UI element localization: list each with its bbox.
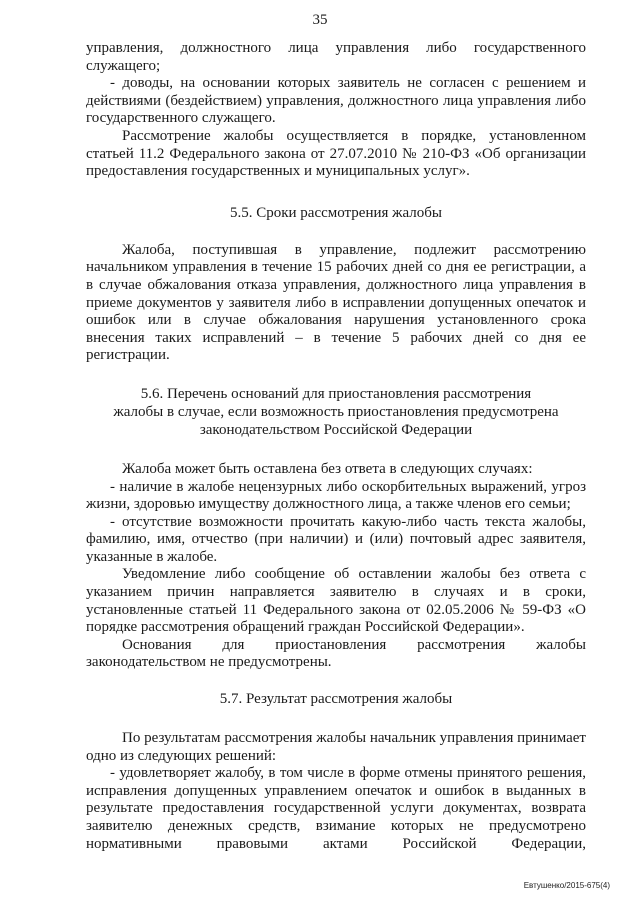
paragraph-continuation: управления, должностного лица управления либо государственного служащего; (86, 40, 586, 74)
heading-5-6-line-3: законодательством Российской Федерации (199, 421, 473, 438)
paragraph-review-terms: Жалоба, поступившая в управление, подлежит рассмотрению начальником управления в течение 15 рабочих дней со дня ее регистрации, а в случае обжалования отказа управления, должностного лица управления в приеме документов у заявителя либо в исправлении допущенных опечаток и ошибок или в случае обжалования нарушения установленного срока внесения таких исправлений – в течение 5 рабочих дней со дня ее регистрации. (86, 241, 586, 364)
footer-document-code: Евтушенко/2015-675(4) (523, 881, 610, 890)
list-item-unreadable-text: - отсутствие возможности прочитать какую-либо часть текста жалобы, фамилию, имя, отчество (при наличии) и (или) почтовый адрес заявителя, указанные в жалобе. (86, 513, 586, 565)
section-heading-5-6 (86, 385, 586, 439)
paragraph-suspension-grounds: Основания для приостановления рассмотрения жалобы законодательством не предусмотрены. (86, 636, 586, 671)
list-item-satisfy-complaint: - удовлетворяет жалобу, в том числе в форме отмены принятого решения, исправления допущенных управлением опечаток и ошибок в выданных в результате предоставления государственной услуги документах, возврата заявителю денежных средств, взимание которых не предусмотрено нормативными правовыми актами Российской Федерации, (86, 765, 586, 852)
page-number: 35 (312, 12, 328, 28)
list-item-obscene-language: - наличие в жалобе нецензурных либо оскорбительных выражений, угроз жизни, здоровью имуществу должностного лица, а также членов его семьи; (86, 478, 586, 513)
section-heading-5-5: 5.5. Сроки рассмотрения жалобы (229, 204, 443, 221)
heading-5-6-line-2: жалобы в случае, если возможность приостановления предусмотрена (113, 403, 559, 420)
paragraph-review-procedure: Рассмотрение жалобы осуществляется в порядке, установленном статьей 11.2 Федерального закона от 27.07.2010 № 210-ФЗ «Об организации предоставления государственных и муниципальных услуг». (86, 127, 586, 180)
paragraph-review-result: По результатам рассмотрения жалобы начальник управления принимает одно из следующих решений: (86, 730, 586, 764)
section-heading-5-7: 5.7. Результат рассмотрения жалобы (219, 691, 453, 708)
paragraph-no-answer-cases: Жалоба может быть оставлена без ответа в следующих случаях: (122, 460, 533, 477)
heading-5-6-line-1: 5.6. Перечень оснований для приостановления рассмотрения (140, 385, 532, 402)
paragraph-notification: Уведомление либо сообщение об оставлении жалобы без ответа с указанием причин направляется заявителю в случаях и в сроки, установленные статьей 11 Федерального закона от 02.05.2006 № 59-ФЗ «О порядке рассмотрения обращений граждан Российской Федерации». (86, 566, 586, 636)
paragraph-arguments: - доводы, на основании которых заявитель не согласен с решением и действиями (бездействием) управления, должностного лица управления либо государственного служащего. (86, 75, 586, 127)
document-body (86, 40, 586, 853)
